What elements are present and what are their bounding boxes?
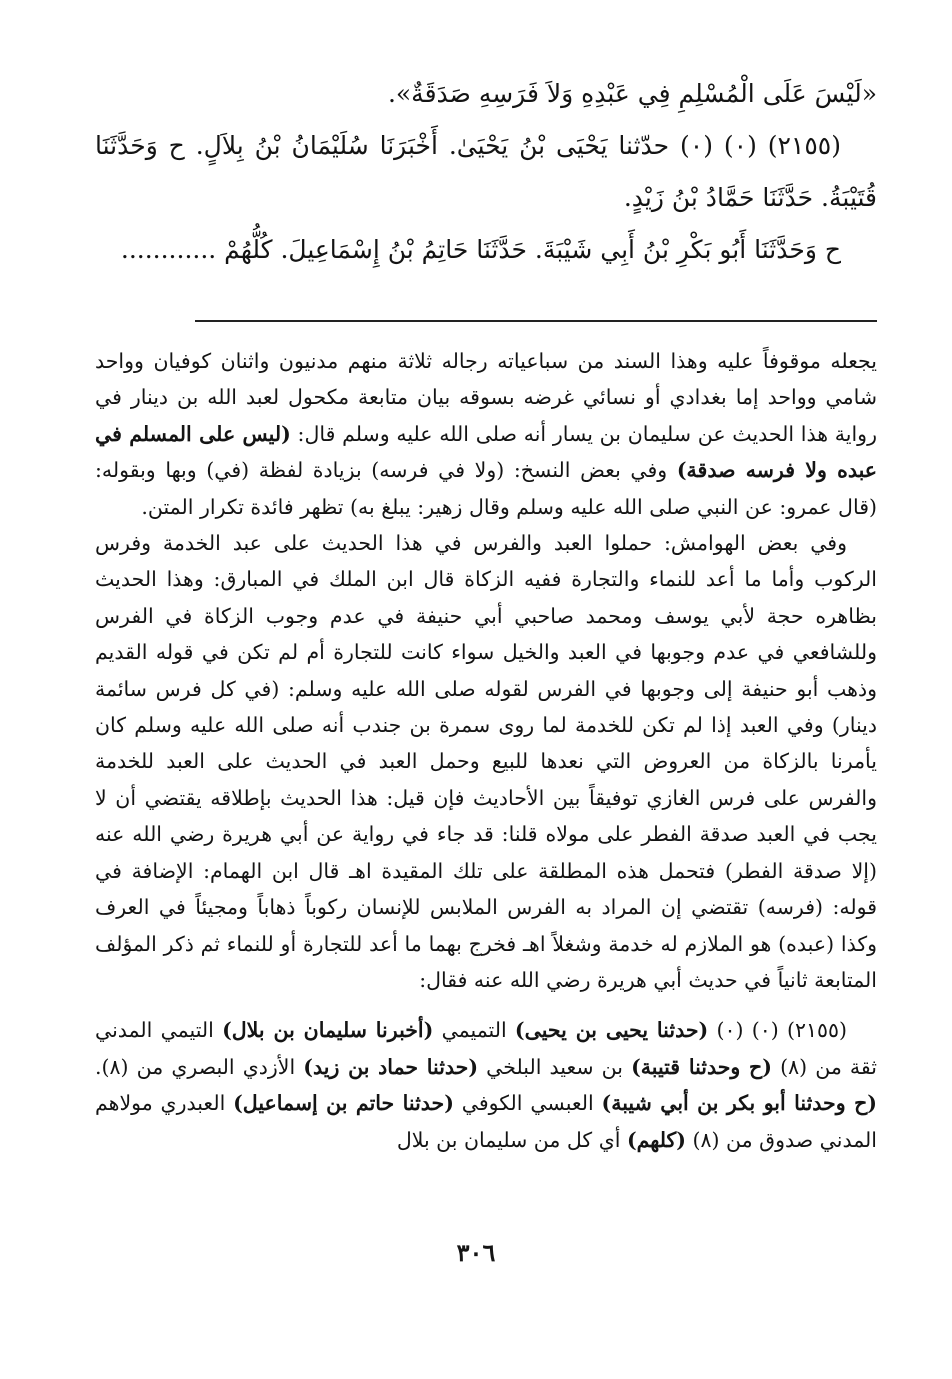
commentary-text: الأزدي البصري من (٨). (95, 1054, 304, 1079)
commentary-text: وفي بعض النسخ: (ولا في فرسه) بزيادة لفظة (في) وبها وبقوله: (قال عمرو: عن النبي صلى الله عليه وسلم وقال زهير: يبلغ به) تظهر فائدة تكرار المتن. (95, 458, 877, 519)
narrator-chain-quote: (كلهم) (626, 1127, 687, 1152)
hadith-text-block (95, 68, 877, 276)
narrator-chain-quote: (أخبرنا سليمان بن بلال) (222, 1018, 434, 1043)
narrator-chain-quote: (حدثنا حاتم بن إسماعيل) (233, 1091, 454, 1116)
commentary-block (95, 343, 877, 1158)
narrator-chain-quote: (ح وحدثنا قتيبة) (631, 1054, 772, 1079)
commentary-paragraph-3 (95, 1012, 877, 1158)
hadith-line-3: ح وَحَدَّثَنَا أَبُو بَكْرِ بْنُ أَبِي شَيْبَةَ. حَدَّثَنَا حَاتِمُ بْنُ إِسْمَاعِيلَ. كُلُّهُمْ ............ (120, 235, 841, 264)
narrator-chain-quote: (ح وحدثنا أبو بكر بن أبي شيبة) (601, 1091, 878, 1116)
commentary-text: أي كل من سليمان بن بلال (396, 1127, 627, 1152)
page-number: ٣٠٦ (456, 1238, 496, 1267)
commentary-paragraph-2: وفي بعض الهوامش: حملوا العبد والفرس في هذا الحديث على عبد الخدمة وفرس الركوب وأما ما أعد للنماء والتجارة ففيه الزكاة قال ابن الملك في المبارق: وهذا الحديث بظاهره حجة لأبي يوسف ومحمد صاحبي أبي حنيفة في عدم وجوب الزكاة في الفرس وللشافعي في عدم وجوبها في العبد والخيل سواء كانت للتجارة أم لم تكن في قوله القديم وذهب أبو حنيفة إلى وجوبها في الفرس لقوله صلى الله عليه وسلم: (في كل فرس سائمة دينار) وفي العبد إذا لم تكن للخدمة لما روى سمرة بن جندب أنه صلى الله عليه وسلم كان يأمرنا بالزكاة من العروض التي نعدها للبيع وحمل العبد في الحديث على العبد للخدمة والفرس على فرس الغازي توفيقاً بين الأحاديث فإن قيل: هذا الحديث بإطلاقه يقتضي أن لا يجب في العبد صدقة الفطر على مولاه قلنا: قد جاء في رواية عن أبي هريرة رضي الله عنه (إلا صدقة الفطر) فتحمل هذه المطلقة على تلك المقيدة اهـ قال ابن الهمام: الإضافة في قوله: (فرسه) تقتضي إن المراد به الفرس الملابس للإنسان ركوباً ذهاباً ومجيئاً في العرف وكذا (عبده) هو الملازم له خدمة وشغلاً اهـ فخرج بهما ما أعد للتجارة أو للنماء ثم ذكر المؤلف المتابعة ثانياً في حديث أبي هريرة رضي الله عنه فقال: (95, 531, 877, 992)
commentary-text: العبسي الكوفي (453, 1091, 602, 1116)
commentary-quote: (ليس على المسلم في عبده ولا فرسه صدقة) (95, 421, 878, 483)
narrator-chain-quote: (حدثنا يحيى بن يحيى) (514, 1018, 709, 1043)
commentary-text: يجعله موقوفاً عليه وهذا السند من سباعياته رجاله ثلاثة منهم مدنيون واثنان كوفيان وواحد شامي وواحد إما بغدادي أو نسائي غرضه بسوقه بيان متابعة مكحول لعبد الله بن دينار في رواية هذا الحديث عن سليمان بن يسار أنه صلى الله عليه وسلم قال: (95, 349, 877, 446)
commentary-text: التميمي (433, 1018, 515, 1043)
hadith-line-1: «لَيْسَ عَلَى الْمُسْلِمِ فِي عَبْدِهِ وَلاَ فَرَسِهِ صَدَقَةٌ». (387, 79, 877, 108)
commentary-text: العبدري مولاهم المدني صدوق من (٨) (95, 1091, 877, 1152)
narrator-chain-quote: (حدثنا حماد بن زيد) (303, 1054, 479, 1079)
footnote-divider (195, 320, 877, 322)
commentary-text: بن سعيد البلخي (478, 1054, 632, 1079)
hadith-line-2: (٢١٥٥) (٠) (٠) حدّثنا يَحْيَى بْنُ يَحْيَىٰ. أَخْبَرَنَا سُلَيْمَانُ بْنُ بِلاَلٍ. ح وَحَدَّثَنَا قُتَيْبَةُ. حَدَّثَنَا حَمَّادُ بْنُ زَيْدٍ. (95, 131, 877, 212)
commentary-paragraph-1 (95, 343, 877, 525)
document-page (95, 68, 877, 1358)
commentary-text: التيمي المدني ثقة من (٨) (95, 1018, 878, 1079)
commentary-text: (٢١٥٥) (٠) (٠) (708, 1018, 847, 1043)
